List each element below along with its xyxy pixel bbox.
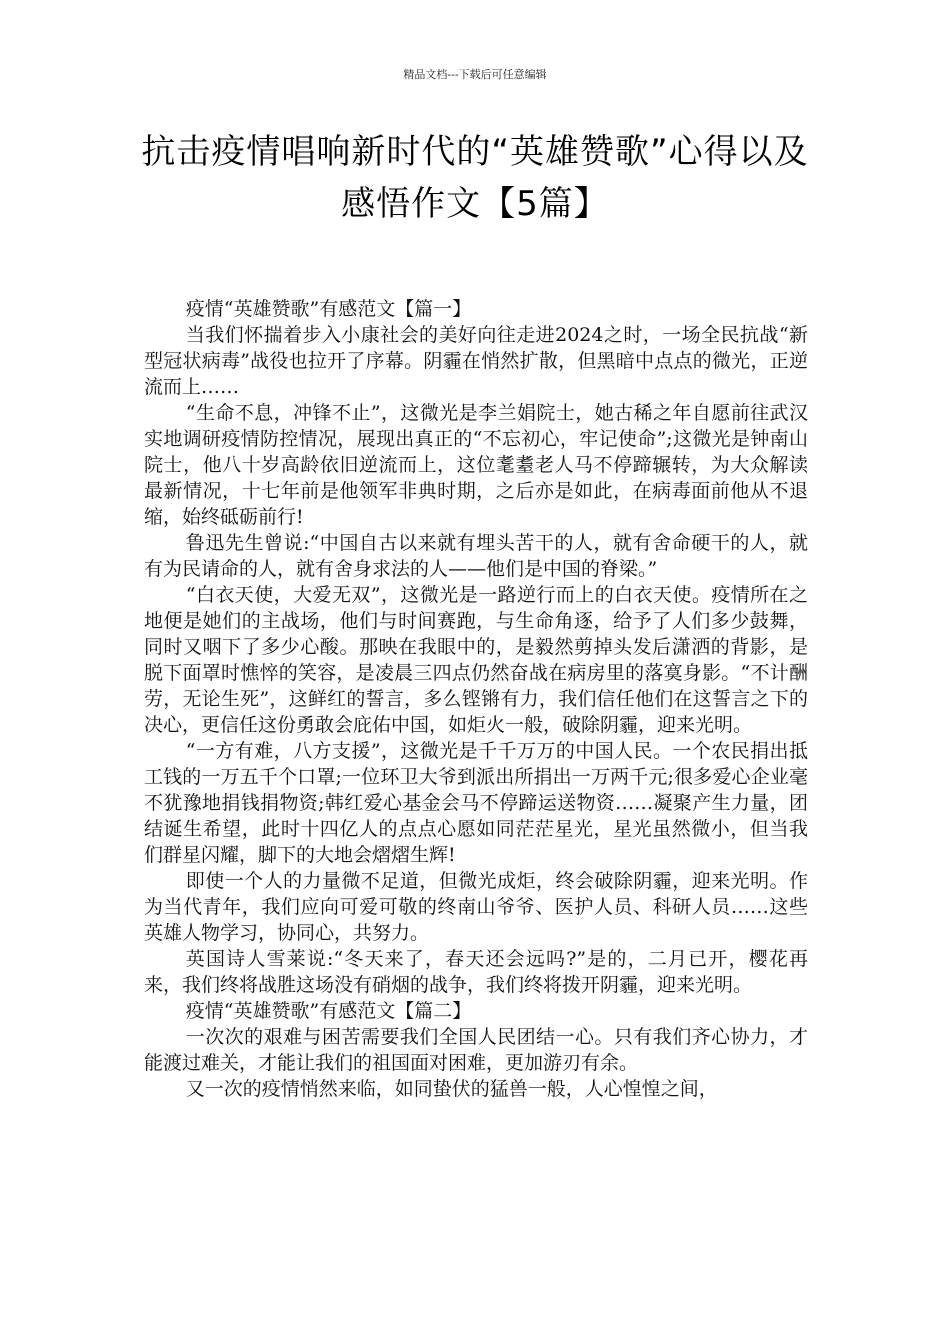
paragraph: 鲁迅先生曾说:“中国自古以来就有埋头苦干的人，就有舍命硬干的人，就有为民请命的人，就有舍身求法的人——他们是中国的脊梁。”: [144, 532, 808, 580]
paragraph: “一方有难，八方支援”，这微光是千千万万的中国人民。一个农民捐出抵工钱的一万五千个口罩;一位环卫大爷到派出所捐出一万两千元;很多爱心企业毫不犹豫地捐钱捐物资;韩红爱心基金会马不停蹄运送物资……凝聚产生力量，团结诞生希望，此时十四亿人的点点心愿如同茫茫星光，星光虽然微小，但当我们群星闪耀，脚下的大地会熠熠生辉!: [144, 740, 808, 866]
section-heading-2: 疫情“英雄赞歌”有感范文【篇二】: [185, 1000, 472, 1022]
paragraph: “生命不息，冲锋不止”，这微光是李兰娟院士，她古稀之年自愿前往武汉实地调研疫情防控情况，展现出真正的“不忘初心，牢记使命”;这微光是钟南山院士，他八十岁高龄依旧逆流而上，这位耄耋老人马不停蹄辗转，为大众解读最新情况，十七年前是他领军非典时期，之后亦是如此，在病毒面前他从不退缩，始终砥砺前行!: [144, 402, 808, 528]
document-title: 抗击疫情唱响新时代的“英雄赞歌”心得以及感悟作文【5篇】: [141, 132, 809, 224]
paragraph: 当我们怀揣着步入小康社会的美好向往走进2024之时，一场全民抗战“新型冠状病毒”战役也拉开了序幕。阴霾在悄然扩散，但黑暗中点点的微光，正逆流而上……: [144, 324, 808, 398]
paragraph: “白衣天使，大爱无双”，这微光是一路逆行而上的白衣天使。疫情所在之地便是她们的主战场，他们与时间赛跑，与生命角逐，给予了人们多少鼓舞，同时又咽下了多少心酸。那映在我眼中的，是毅然剪掉头发后潇洒的背影，是脱下面罩时憔悴的笑容，是凌晨三四点仍然奋战在病房里的落寞身影。“不计酬劳，无论生死”，这鲜红的誓言，多么铿锵有力，我们信任他们在这誓言之下的决心，更信任这份勇敢会庇佑中国，如炬火一般，破除阴霾，迎来光明。: [144, 584, 808, 736]
paragraph: 即使一个人的力量微不足道，但微光成炬，终会破除阴霾，迎来光明。作为当代青年，我们应向可爱可敬的终南山爷爷、医护人员、科研人员……这些英雄人物学习，协同心，共努力。: [144, 870, 808, 944]
header-note: 精品文档---下载后可任意编辑: [403, 68, 547, 81]
paragraph: 又一次的疫情悄然来临，如同蛰伏的猛兽一般，人心惶惶之间，: [185, 1078, 718, 1100]
document-body: [144, 296, 808, 1102]
paragraph: 一次次的艰难与困苦需要我们全国人民团结一心。只有我们齐心协力，才能渡过难关，才能让我们的祖国面对困难，更加游刃有余。: [144, 1026, 808, 1074]
section-heading-1: 疫情“英雄赞歌”有感范文【篇一】: [185, 298, 472, 320]
paragraph: 英国诗人雪莱说:“冬天来了，春天还会远吗?”是的，二月已开，樱花再来，我们终将战胜这场没有硝烟的战争，我们终将拨开阴霾，迎来光明。: [144, 948, 808, 996]
